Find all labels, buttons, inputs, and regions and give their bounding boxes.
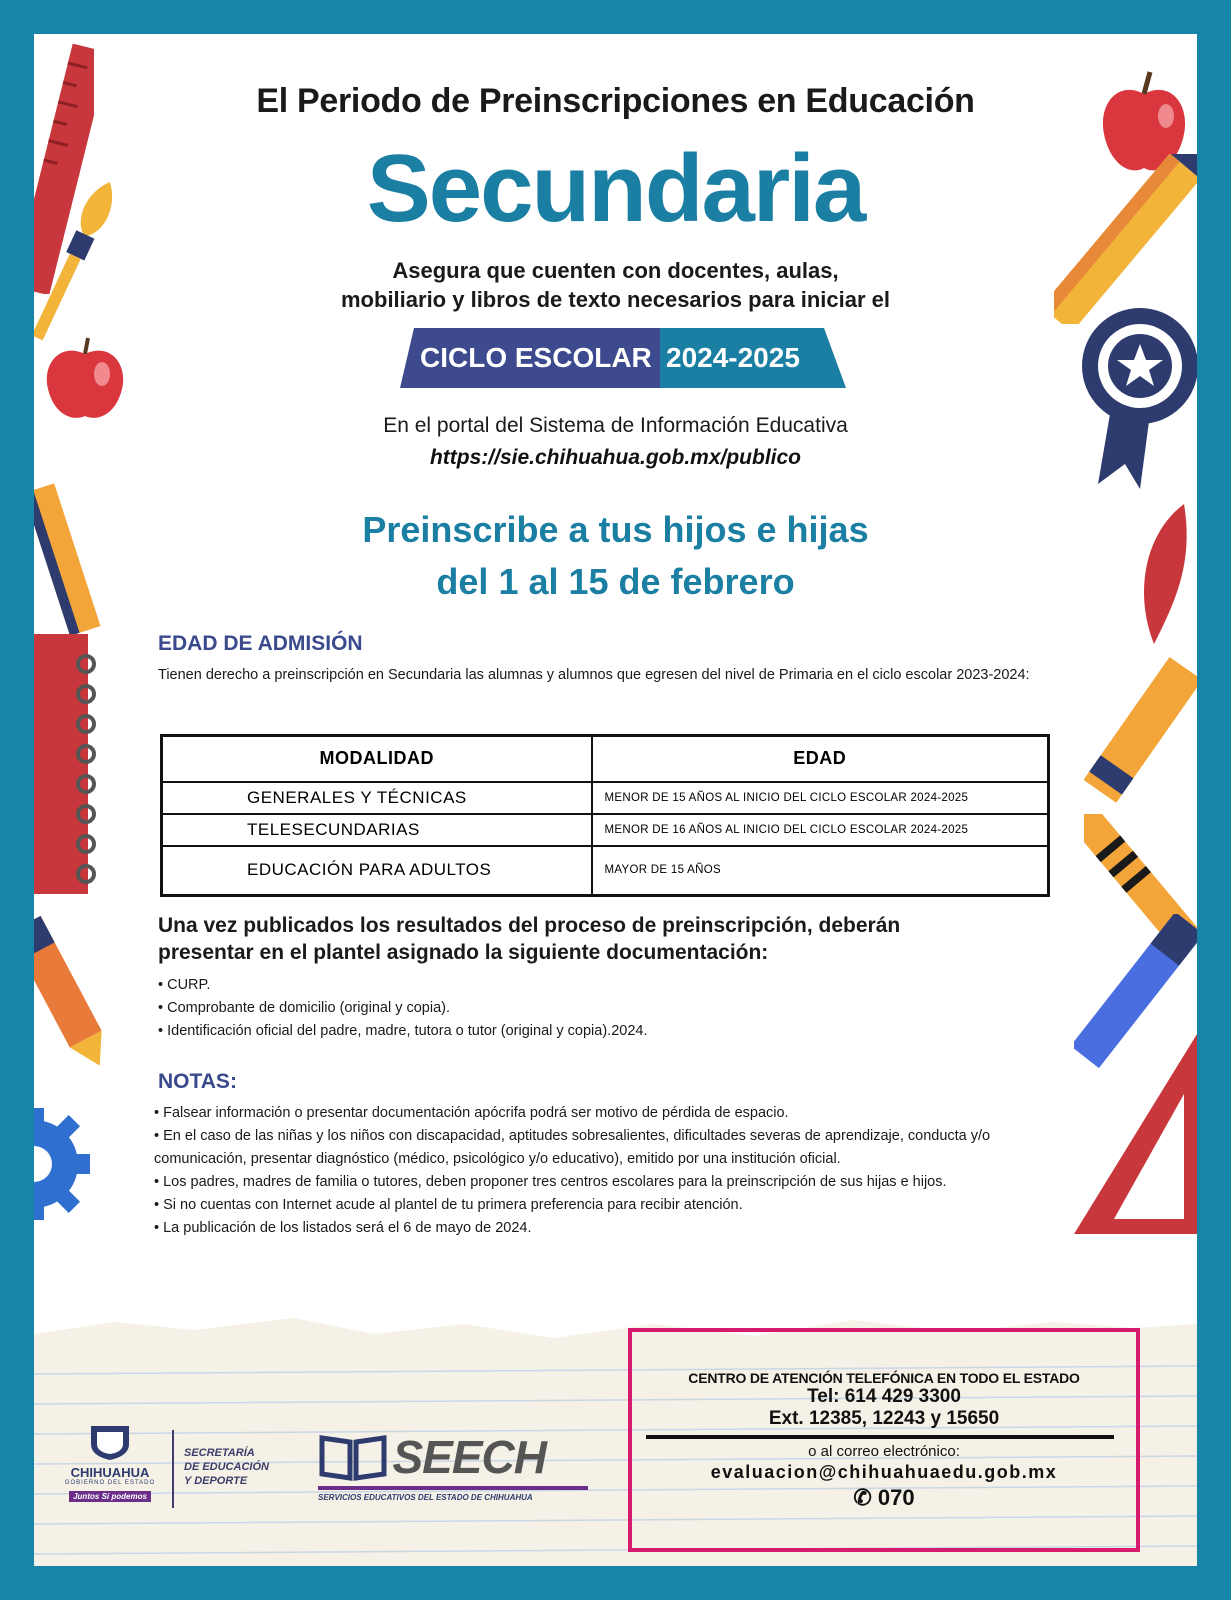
table-row [162, 814, 1049, 846]
list-item: • Falsear información o presentar documentación apócrifa podrá ser motivo de pérdida de espacio. [154, 1102, 1054, 1125]
triangle-ruler-icon [1074, 1034, 1197, 1234]
chihuahua-text: CHIHUAHUA [70, 1465, 150, 1480]
preinscribe-line2: del 1 al 15 de febrero [436, 561, 795, 602]
logo-divider [172, 1430, 174, 1508]
list-item: • Comprobante de domicilio (original y copia). [158, 997, 1058, 1020]
seech-logo [318, 1430, 588, 1502]
table-cell-modalidad: EDUCACIÓN PARA ADULTOS [162, 846, 592, 896]
flyer-page [34, 34, 1197, 1566]
seech-bar [318, 1486, 588, 1490]
contact-email[interactable]: evaluacion@chihuahuaedu.gob.mx [710, 1462, 1058, 1482]
contact-ext: Ext. 12385, 12243 y 15650 [768, 1408, 1000, 1429]
table-cell-edad: MENOR DE 16 AÑOS AL INICIO DEL CICLO ESCOLAR 2024-2025 [592, 814, 1049, 846]
ciclo-label: CICLO ESCOLAR [420, 342, 652, 373]
contact-box [628, 1328, 1140, 1552]
secretaria-line1: SECRETARÍA [184, 1447, 255, 1459]
contact-phone-short[interactable] [632, 1485, 1136, 1511]
chihuahua-logo [60, 1424, 160, 1504]
table-row [162, 846, 1049, 896]
ciclo-escolar-banner [400, 328, 846, 388]
header-line1: El Periodo de Preinscripciones en Educación [256, 82, 975, 120]
portal-url[interactable]: https://sie.chihuahua.gob.mx/publico [429, 446, 802, 469]
contact-divider [646, 1435, 1114, 1439]
documentacion-heading [158, 912, 900, 966]
si-podemos-text: Sí podemos [101, 1492, 147, 1501]
table-header-row [162, 736, 1049, 782]
subtitle-line2: mobiliario y libros de texto necesarios para iniciar el [341, 287, 890, 312]
list-item: • En el caso de las niñas y los niños con discapacidad, aptitudes sobresalientes, dificultades severas de aprendizaje, conducta y/o comunicación, presentar diagnóstico (médico, psicológico y/o educativo), emitido por una institución oficial. [154, 1125, 1054, 1171]
marker-left-icon [34, 914, 104, 1074]
crayon-icon [1084, 654, 1197, 814]
secretaria-line2: DE EDUCACIÓN [184, 1461, 269, 1473]
table-row [162, 782, 1049, 814]
table-cell-edad: MAYOR DE 15 AÑOS [592, 846, 1049, 896]
contact-title: CENTRO DE ATENCIÓN TELEFÓNICA EN TODO EL ESTADO [688, 1370, 1080, 1386]
table-header-edad: EDAD [592, 736, 1049, 782]
preinscribe-heading [34, 504, 1197, 608]
table-cell-modalidad: GENERALES Y TÉCNICAS [162, 782, 592, 814]
list-item: • Identificación oficial del padre, madre, tutora o tutor (original y copia).2024. [158, 1020, 1058, 1043]
juntos-badge [69, 1491, 151, 1502]
list-item: • Si no cuentas con Internet acude al plantel de tu primera preferencia para recibir atención. [154, 1194, 1054, 1217]
gear-icon [34, 1094, 94, 1234]
seech-text: SEECH [392, 1431, 546, 1483]
page-title: Secundaria [366, 135, 865, 242]
apple-icon [40, 334, 130, 424]
documentacion-heading-line2: presentar en el plantel asignado la siguiente documentación: [158, 941, 769, 964]
secretaria-logo [184, 1446, 269, 1488]
list-item: • La publicación de los listados será el 6 de mayo de 2024. [154, 1217, 1054, 1240]
chihuahua-shield-icon [89, 1424, 131, 1460]
contact-tel[interactable]: Tel: 614 429 3300 [807, 1386, 961, 1407]
documentacion-list [158, 974, 1058, 1043]
notas-heading: NOTAS: [158, 1070, 237, 1093]
seech-sub: SERVICIOS EDUCATIVOS DEL ESTADO DE CHIHUAHUA [318, 1493, 533, 1502]
book-icon [318, 1432, 388, 1482]
header-subtitle [34, 256, 1197, 314]
juntos-text: Juntos [73, 1492, 100, 1501]
preinscribe-line1: Preinscribe a tus hijos e hijas [362, 509, 869, 550]
subtitle-line1: Asegura que cuenten con docentes, aulas, [392, 258, 839, 283]
contact-correo-label: o al correo electrónico: [808, 1443, 960, 1460]
table-cell-modalidad: TELESECUNDARIAS [162, 814, 592, 846]
list-item: • Los padres, madres de familia o tutores, deben proponer tres centros escolares para la preinscripción de sus hijas e hijos. [154, 1171, 1054, 1194]
notas-list [154, 1102, 1054, 1240]
ciclo-year: 2024-2025 [666, 342, 800, 373]
phone-icon: ✆ [853, 1485, 872, 1510]
admision-text: Tienen derecho a preinscripción en Secundaria las alumnas y alumnos que egresen del nivel de Primaria en el ciclo escolar 2023-2024: [158, 667, 1030, 683]
chihuahua-sub: GOBIERNO DEL ESTADO [64, 1480, 156, 1486]
notebook-icon [34, 634, 114, 894]
table-cell-edad: MENOR DE 15 AÑOS AL INICIO DEL CICLO ESCOLAR 2024-2025 [592, 782, 1049, 814]
admision-heading: EDAD DE ADMISIÓN [158, 632, 363, 655]
secretaria-line3: Y DEPORTE [184, 1475, 248, 1487]
list-item: • CURP. [158, 974, 1058, 997]
documentacion-heading-line1: Una vez publicados los resultados del proceso de preinscripción, deberán [158, 914, 901, 937]
table-header-modalidad: MODALIDAD [162, 736, 592, 782]
phone-short-number: 070 [877, 1485, 915, 1510]
portal-text: En el portal del Sistema de Información Educativa [383, 414, 848, 437]
admision-table [160, 734, 1050, 897]
